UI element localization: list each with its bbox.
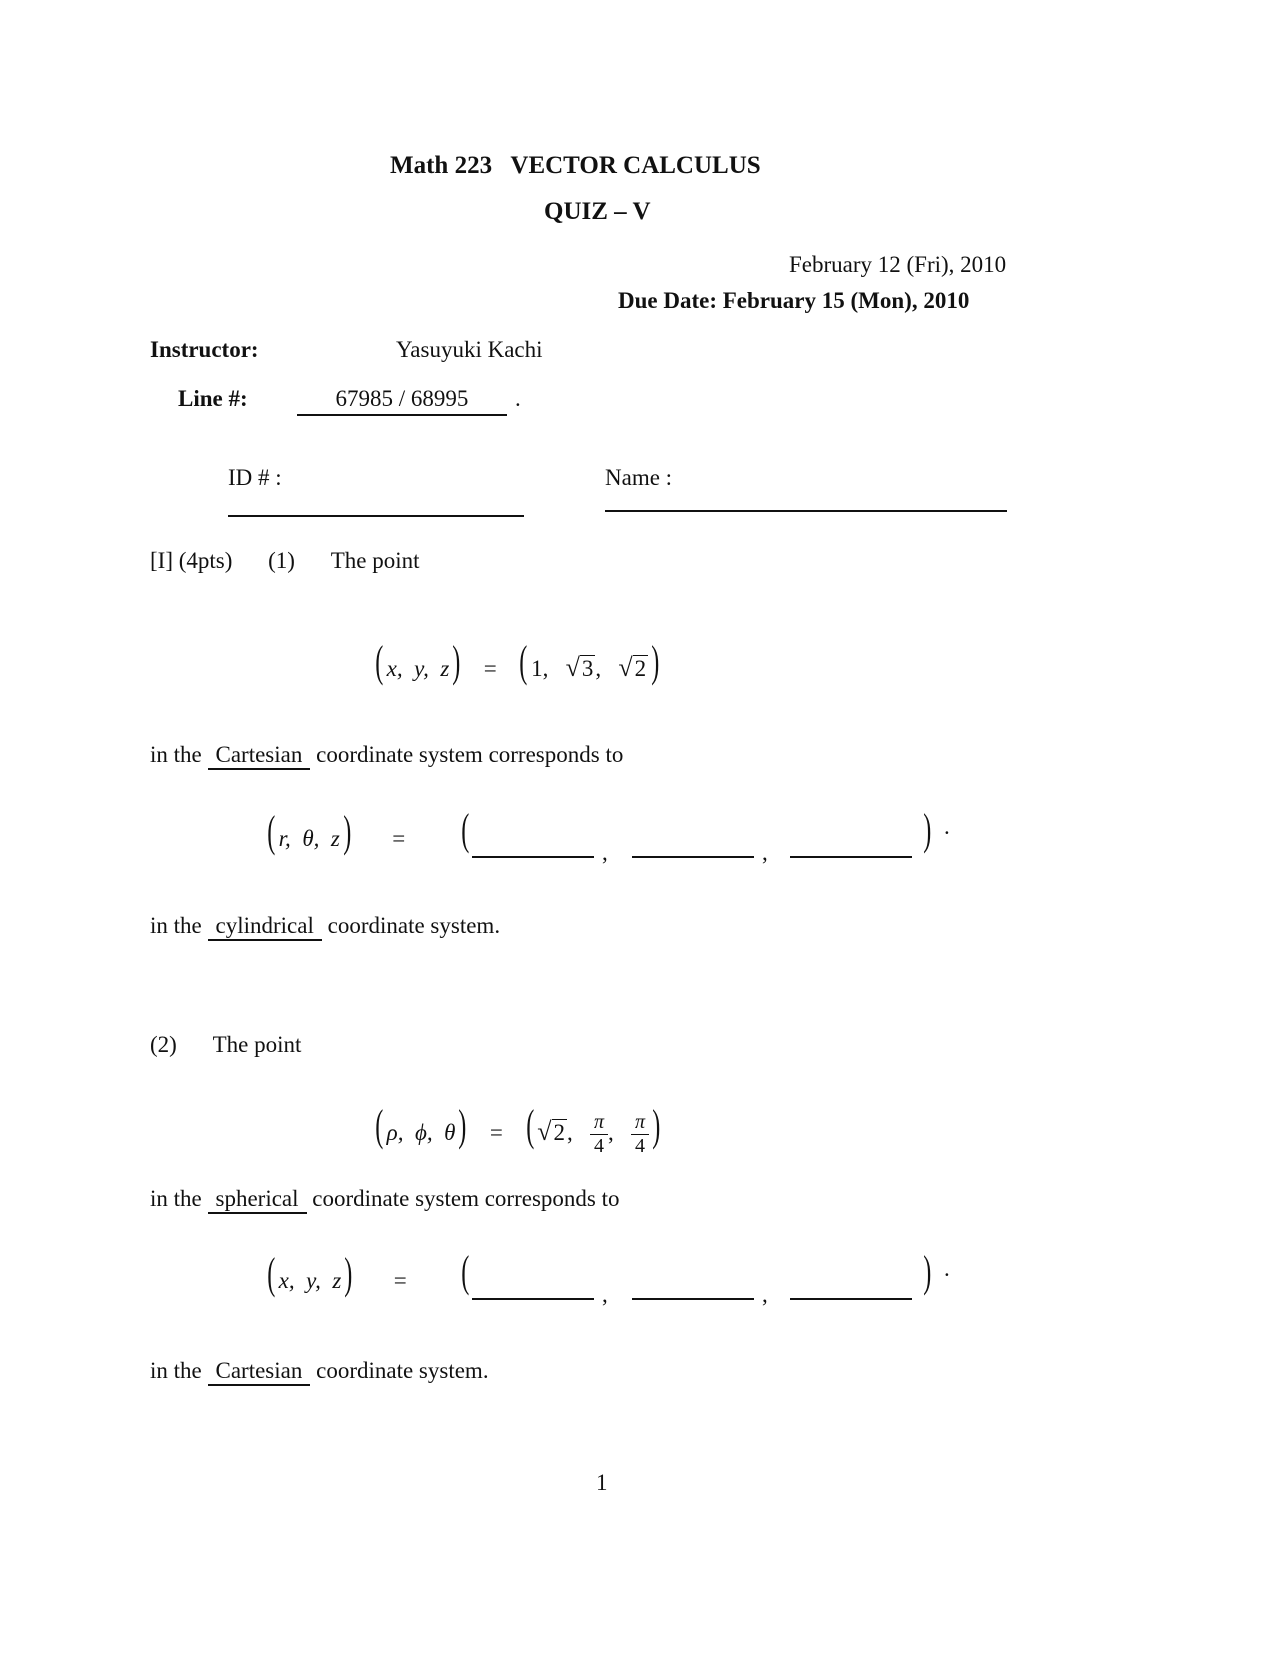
var-y: y, — [414, 656, 429, 681]
equals-sign: = — [483, 656, 497, 681]
paren-open: ( — [267, 807, 276, 856]
problem-1-sentence-1 — [150, 742, 623, 768]
line-period: . — [515, 386, 521, 411]
equals-sign: = — [392, 826, 406, 851]
answer-2-x-field[interactable] — [472, 1298, 594, 1300]
problem-points: [I] (4pts) — [150, 548, 233, 573]
page-number: 1 — [596, 1470, 608, 1495]
problem-2-intro: The point — [212, 1032, 302, 1057]
text-corresponds: coordinate system corresponds to — [316, 742, 624, 767]
comma: , — [602, 1282, 608, 1307]
text-in-the: in the — [150, 1358, 202, 1383]
text-in-the: in the — [150, 913, 202, 938]
var-z: z — [330, 826, 340, 851]
equals-sign: = — [393, 1268, 407, 1293]
paren-close: ) — [343, 807, 352, 856]
problem-1-equation: ( x, y, z) = ( 1, √3, √2 ) — [375, 637, 660, 686]
quiz-date: February 12 (Fri), 2010 — [789, 252, 1007, 277]
problem-2-sentence-2 — [150, 1358, 489, 1384]
paren-close: ) — [452, 637, 461, 686]
course-title-line — [390, 152, 761, 180]
var-theta: θ, — [302, 826, 320, 851]
problem-2-answer-lhs — [264, 1249, 421, 1298]
fraction-pi-over-4: $\frac{\pi}{4}$ — [590, 1112, 608, 1157]
id-field[interactable] — [228, 515, 524, 517]
problem-1-intro: The point — [330, 548, 420, 573]
answer-paren-close: ) — [923, 805, 932, 854]
equals-sign: = — [489, 1120, 503, 1145]
system-spherical: spherical — [208, 1186, 307, 1214]
text-in-the: in the — [150, 1186, 202, 1211]
comma: , — [762, 1282, 768, 1307]
paren-close: ) — [344, 1249, 353, 1298]
quiz-title: QUIZ – V — [544, 198, 651, 225]
paren-open: ( — [267, 1249, 276, 1298]
system-cartesian: Cartesian — [208, 742, 311, 770]
answer-paren-close: ) — [923, 1247, 932, 1296]
sqrt-two: √2 — [537, 1117, 565, 1146]
text-in-the: in the — [150, 742, 202, 767]
problem-2-equation: ( ρ, ϕ, θ) = ( √2, $\frac{\pi}{4}$ , $\frac{\pi}{4}$ ) — [375, 1101, 661, 1158]
line-label: Line #: — [178, 386, 248, 411]
answer-2-y-field[interactable] — [632, 1298, 754, 1300]
course-number: Math 223 — [390, 152, 493, 179]
paren-open: ( — [375, 1101, 384, 1150]
answer-1-theta-field[interactable] — [632, 856, 754, 858]
answer-paren-open: ( — [461, 805, 470, 854]
var-x: x, — [278, 1268, 295, 1293]
paren-open: ( — [519, 637, 528, 686]
var-phi: ϕ, — [414, 1120, 433, 1145]
answer-1-r-field[interactable] — [472, 856, 594, 858]
answer-1-z-field[interactable] — [790, 856, 912, 858]
problem-2-number: (2) — [150, 1032, 177, 1057]
var-r: r, — [278, 826, 291, 851]
course-title: VECTOR CALCULUS — [510, 152, 761, 179]
text-coordinate-system: coordinate system. — [316, 1358, 489, 1383]
text-corresponds: coordinate system corresponds to — [312, 1186, 620, 1211]
answer-period: . — [944, 814, 950, 839]
paren-open: ( — [375, 637, 384, 686]
due-date: Due Date: February 15 (Mon), 2010 — [618, 288, 970, 313]
paren-close: ) — [458, 1101, 467, 1150]
paren-close: ) — [652, 1101, 661, 1150]
sqrt-three: √3 — [565, 653, 594, 682]
value-one: 1, — [531, 656, 549, 681]
name-field[interactable] — [605, 510, 1007, 512]
comma: , — [762, 840, 768, 865]
instructor-name: Yasuyuki Kachi — [396, 337, 543, 362]
problem-2-header — [150, 1032, 301, 1058]
problem-2-sentence-1 — [150, 1186, 620, 1212]
answer-paren-open: ( — [461, 1247, 470, 1296]
paren-close: ) — [651, 637, 660, 686]
problem-1-header — [150, 548, 420, 574]
var-y: y, — [306, 1268, 321, 1293]
sqrt-two: √2 — [618, 653, 647, 682]
answer-2-z-field[interactable] — [790, 1298, 912, 1300]
problem-1-answer-lhs — [264, 807, 419, 856]
paren-open: ( — [525, 1101, 534, 1150]
name-label: Name : — [605, 465, 673, 490]
var-z: z — [332, 1268, 342, 1293]
var-theta: θ — [444, 1120, 456, 1145]
instructor-label: Instructor: — [150, 337, 259, 362]
answer-period: . — [944, 1256, 950, 1281]
comma: , — [602, 840, 608, 865]
var-z: z — [440, 656, 450, 681]
text-coordinate-system: coordinate system. — [327, 913, 501, 938]
var-x: x, — [386, 656, 403, 681]
problem-1-number: (1) — [268, 548, 295, 573]
problem-1-sentence-2 — [150, 913, 500, 939]
var-rho: ρ, — [386, 1120, 404, 1145]
system-cylindrical: cylindrical — [208, 913, 322, 941]
id-label: ID # : — [228, 465, 282, 490]
line-number-value: 67985 / 68995 — [297, 386, 507, 416]
fraction-pi-over-4: $\frac{\pi}{4}$ — [631, 1112, 649, 1157]
system-cartesian: Cartesian — [208, 1358, 311, 1386]
